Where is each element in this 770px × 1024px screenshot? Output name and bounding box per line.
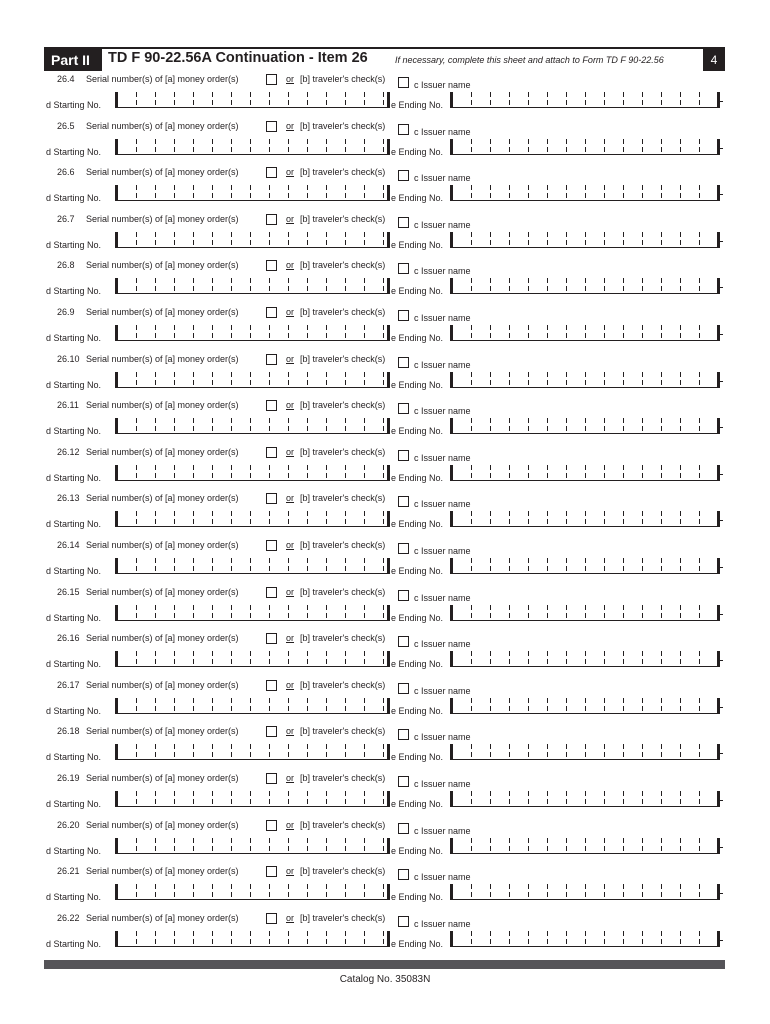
issuer-label: c Issuer name [414,546,471,556]
starting-label: d Starting No. [46,613,102,623]
ending-label: e Ending No. [391,240,444,250]
serial-label: Serial number(s) of [a] money order(s) [86,587,239,597]
starting-number-input[interactable] [115,744,390,760]
starting-number-input[interactable] [115,698,390,714]
or-label: or [286,587,295,597]
serial-label: Serial number(s) of [a] money order(s) [86,121,239,131]
issuer-label: c Issuer name [414,406,471,416]
ending-label: e Ending No. [391,286,444,296]
serial-label: Serial number(s) of [a] money order(s) [86,540,239,550]
ending-label: e Ending No. [391,193,444,203]
item-row [44,723,725,769]
serial-label: Serial number(s) of [a] money order(s) [86,354,239,364]
item-row [44,630,725,676]
item-row [44,397,725,443]
ending-label: e Ending No. [391,519,444,529]
money-order-checkbox[interactable] [266,260,277,271]
item-row [44,257,725,303]
money-order-checkbox[interactable] [266,307,277,318]
travelers-check-label: [b] traveler's check(s) [300,773,386,783]
item-number: 26.19 [57,773,80,783]
starting-number-input[interactable] [115,418,390,434]
item-row [44,211,725,257]
starting-label: d Starting No. [46,846,102,856]
form-header [44,47,725,71]
starting-label: d Starting No. [46,286,102,296]
ending-number-input[interactable] [450,931,720,947]
issuer-label: c Issuer name [414,173,471,183]
travelers-check-label: [b] traveler's check(s) [300,866,386,876]
ending-label: e Ending No. [391,473,444,483]
ending-number-input[interactable] [450,744,720,760]
issuer-label: c Issuer name [414,826,471,836]
money-order-checkbox[interactable] [266,121,277,132]
serial-label: Serial number(s) of [a] money order(s) [86,493,239,503]
travelers-check-checkbox[interactable] [398,776,409,787]
travelers-check-checkbox[interactable] [398,496,409,507]
travelers-check-label: [b] traveler's check(s) [300,493,386,503]
or-label: or [286,680,295,690]
travelers-check-checkbox[interactable] [398,729,409,740]
starting-number-input[interactable] [115,372,390,388]
money-order-checkbox[interactable] [266,680,277,691]
item-row [44,537,725,583]
starting-number-input[interactable] [115,465,390,481]
issuer-label: c Issuer name [414,686,471,696]
serial-label: Serial number(s) of [a] money order(s) [86,447,239,457]
part-label: Part II [44,49,102,71]
money-order-checkbox[interactable] [266,400,277,411]
serial-label: Serial number(s) of [a] money order(s) [86,74,239,84]
ending-label: e Ending No. [391,380,444,390]
money-order-checkbox[interactable] [266,820,277,831]
item-row [44,351,725,397]
travelers-check-checkbox[interactable] [398,543,409,554]
item-row [44,677,725,723]
or-label: or [286,913,295,923]
item-number: 26.18 [57,726,80,736]
travelers-check-label: [b] traveler's check(s) [300,726,386,736]
starting-label: d Starting No. [46,892,102,902]
item-number: 26.8 [57,260,75,270]
travelers-check-label: [b] traveler's check(s) [300,121,386,131]
starting-number-input[interactable] [115,185,390,201]
ending-number-input[interactable] [450,884,720,900]
or-label: or [286,74,295,84]
serial-label: Serial number(s) of [a] money order(s) [86,167,239,177]
money-order-checkbox[interactable] [266,866,277,877]
starting-number-input[interactable] [115,884,390,900]
ending-number-input[interactable] [450,791,720,807]
starting-label: d Starting No. [46,519,102,529]
form-subtitle: If necessary, complete this sheet and attach to Form TD F 90-22.56 [395,55,664,65]
starting-label: d Starting No. [46,939,102,949]
item-number: 26.16 [57,633,80,643]
travelers-check-checkbox[interactable] [398,124,409,135]
issuer-label: c Issuer name [414,220,471,230]
ending-number-input[interactable] [450,511,720,527]
item-number: 26.17 [57,680,80,690]
ending-number-input[interactable] [450,92,720,108]
item-number: 26.9 [57,307,75,317]
travelers-check-label: [b] traveler's check(s) [300,400,386,410]
ending-number-input[interactable] [450,838,720,854]
travelers-check-checkbox[interactable] [398,683,409,694]
starting-label: d Starting No. [46,566,102,576]
issuer-label: c Issuer name [414,779,471,789]
item-row [44,304,725,350]
item-row [44,910,725,956]
item-number: 26.22 [57,913,80,923]
travelers-check-checkbox[interactable] [398,823,409,834]
starting-number-input[interactable] [115,931,390,947]
serial-label: Serial number(s) of [a] money order(s) [86,400,239,410]
travelers-check-label: [b] traveler's check(s) [300,354,386,364]
ending-label: e Ending No. [391,613,444,623]
or-label: or [286,260,295,270]
starting-number-input[interactable] [115,651,390,667]
money-order-checkbox[interactable] [266,726,277,737]
money-order-checkbox[interactable] [266,633,277,644]
money-order-checkbox[interactable] [266,773,277,784]
ending-number-input[interactable] [450,232,720,248]
item-number: 26.13 [57,493,80,503]
item-number: 26.5 [57,121,75,131]
or-label: or [286,354,295,364]
item-row [44,584,725,630]
starting-label: d Starting No. [46,240,102,250]
or-label: or [286,773,295,783]
starting-number-input[interactable] [115,92,390,108]
starting-label: d Starting No. [46,426,102,436]
starting-number-input[interactable] [115,232,390,248]
starting-label: d Starting No. [46,147,102,157]
starting-label: d Starting No. [46,799,102,809]
ending-label: e Ending No. [391,846,444,856]
travelers-check-label: [b] traveler's check(s) [300,820,386,830]
starting-label: d Starting No. [46,333,102,343]
serial-label: Serial number(s) of [a] money order(s) [86,633,239,643]
ending-number-input[interactable] [450,465,720,481]
or-label: or [286,866,295,876]
ending-label: e Ending No. [391,566,444,576]
issuer-label: c Issuer name [414,127,471,137]
starting-label: d Starting No. [46,193,102,203]
starting-number-input[interactable] [115,605,390,621]
travelers-check-label: [b] traveler's check(s) [300,167,386,177]
or-label: or [286,820,295,830]
travelers-check-label: [b] traveler's check(s) [300,587,386,597]
item-number: 26.20 [57,820,80,830]
serial-label: Serial number(s) of [a] money order(s) [86,820,239,830]
money-order-checkbox[interactable] [266,540,277,551]
ending-number-input[interactable] [450,698,720,714]
serial-label: Serial number(s) of [a] money order(s) [86,260,239,270]
item-row [44,490,725,536]
money-order-checkbox[interactable] [266,167,277,178]
ending-label: e Ending No. [391,752,444,762]
travelers-check-checkbox[interactable] [398,217,409,228]
ending-label: e Ending No. [391,892,444,902]
ending-number-input[interactable] [450,372,720,388]
starting-label: d Starting No. [46,473,102,483]
issuer-label: c Issuer name [414,919,471,929]
starting-label: d Starting No. [46,100,102,110]
item-number: 26.11 [57,400,79,410]
catalog-number: Catalog No. 35083N [339,974,431,985]
ending-label: e Ending No. [391,100,444,110]
starting-number-input[interactable] [115,558,390,574]
travelers-check-checkbox[interactable] [398,357,409,368]
issuer-label: c Issuer name [414,499,471,509]
item-row [44,863,725,909]
travelers-check-checkbox[interactable] [398,636,409,647]
serial-label: Serial number(s) of [a] money order(s) [86,214,239,224]
money-order-checkbox[interactable] [266,447,277,458]
ending-number-input[interactable] [450,651,720,667]
or-label: or [286,726,295,736]
issuer-label: c Issuer name [414,593,471,603]
form-title: TD F 90-22.56A Continuation - Item 26 [108,50,368,66]
ending-number-input[interactable] [450,185,720,201]
or-label: or [286,214,295,224]
or-label: or [286,493,295,503]
page-number: 4 [703,49,725,71]
ending-label: e Ending No. [391,939,444,949]
travelers-check-label: [b] traveler's check(s) [300,214,386,224]
item-number: 26.6 [57,167,75,177]
item-number: 26.7 [57,214,75,224]
ending-label: e Ending No. [391,426,444,436]
ending-label: e Ending No. [391,147,444,157]
travelers-check-checkbox[interactable] [398,310,409,321]
starting-number-input[interactable] [115,791,390,807]
item-row [44,71,725,117]
travelers-check-checkbox[interactable] [398,590,409,601]
issuer-label: c Issuer name [414,872,471,882]
item-number: 26.10 [57,354,80,364]
travelers-check-checkbox[interactable] [398,263,409,274]
travelers-check-checkbox[interactable] [398,170,409,181]
item-row [44,118,725,164]
item-row [44,817,725,863]
issuer-label: c Issuer name [414,639,471,649]
starting-label: d Starting No. [46,752,102,762]
serial-label: Serial number(s) of [a] money order(s) [86,307,239,317]
serial-label: Serial number(s) of [a] money order(s) [86,913,239,923]
travelers-check-checkbox[interactable] [398,916,409,927]
travelers-check-checkbox[interactable] [398,869,409,880]
serial-label: Serial number(s) of [a] money order(s) [86,680,239,690]
travelers-check-checkbox[interactable] [398,77,409,88]
travelers-check-checkbox[interactable] [398,403,409,414]
serial-label: Serial number(s) of [a] money order(s) [86,773,239,783]
or-label: or [286,540,295,550]
ending-number-input[interactable] [450,278,720,294]
ending-number-input[interactable] [450,558,720,574]
or-label: or [286,121,295,131]
issuer-label: c Issuer name [414,453,471,463]
serial-label: Serial number(s) of [a] money order(s) [86,866,239,876]
ending-number-input[interactable] [450,139,720,155]
starting-label: d Starting No. [46,706,102,716]
travelers-check-label: [b] traveler's check(s) [300,307,386,317]
starting-number-input[interactable] [115,139,390,155]
issuer-label: c Issuer name [414,360,471,370]
starting-label: d Starting No. [46,659,102,669]
item-number: 26.21 [57,866,80,876]
issuer-label: c Issuer name [414,266,471,276]
starting-number-input[interactable] [115,511,390,527]
ending-number-input[interactable] [450,418,720,434]
ending-number-input[interactable] [450,605,720,621]
ending-label: e Ending No. [391,333,444,343]
or-label: or [286,447,295,457]
money-order-checkbox[interactable] [266,214,277,225]
starting-number-input[interactable] [115,838,390,854]
ending-label: e Ending No. [391,659,444,669]
starting-label: d Starting No. [46,380,102,390]
starting-number-input[interactable] [115,325,390,341]
item-number: 26.4 [57,74,75,84]
travelers-check-label: [b] traveler's check(s) [300,260,386,270]
item-number: 26.14 [57,540,80,550]
money-order-checkbox[interactable] [266,913,277,924]
money-order-checkbox[interactable] [266,587,277,598]
or-label: or [286,400,295,410]
item-row [44,770,725,816]
item-number: 26.15 [57,587,80,597]
or-label: or [286,633,295,643]
travelers-check-label: [b] traveler's check(s) [300,74,386,84]
ending-label: e Ending No. [391,799,444,809]
money-order-checkbox[interactable] [266,493,277,504]
travelers-check-label: [b] traveler's check(s) [300,540,386,550]
issuer-label: c Issuer name [414,80,471,90]
travelers-check-label: [b] traveler's check(s) [300,633,386,643]
or-label: or [286,307,295,317]
serial-label: Serial number(s) of [a] money order(s) [86,726,239,736]
issuer-label: c Issuer name [414,732,471,742]
item-row [44,164,725,210]
issuer-label: c Issuer name [414,313,471,323]
ending-label: e Ending No. [391,706,444,716]
travelers-check-label: [b] traveler's check(s) [300,913,386,923]
ending-number-input[interactable] [450,325,720,341]
footer-bar [44,960,725,969]
travelers-check-label: [b] traveler's check(s) [300,447,386,457]
starting-number-input[interactable] [115,278,390,294]
money-order-checkbox[interactable] [266,354,277,365]
travelers-check-label: [b] traveler's check(s) [300,680,386,690]
travelers-check-checkbox[interactable] [398,450,409,461]
money-order-checkbox[interactable] [266,74,277,85]
or-label: or [286,167,295,177]
item-number: 26.12 [57,447,80,457]
item-row [44,444,725,490]
